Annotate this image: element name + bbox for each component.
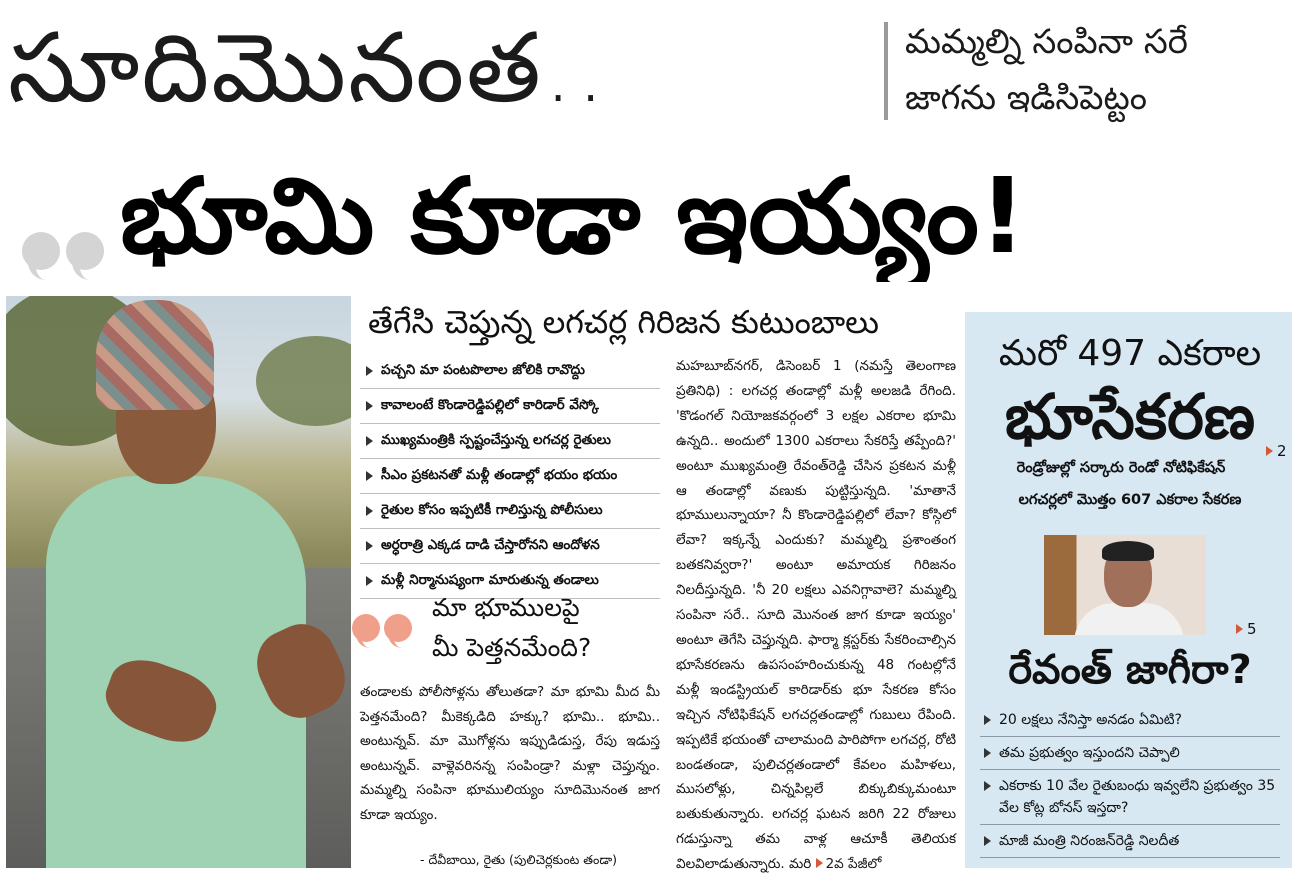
pointer-icon (1266, 446, 1273, 456)
quote-marks-icon (22, 232, 112, 282)
pointer-icon (366, 401, 373, 411)
pointer-icon (1236, 624, 1243, 634)
quote-story (360, 680, 660, 827)
side-quote-line-2: జాగను ఇడిసిపెట్టం (905, 78, 1147, 118)
pointer-icon (984, 836, 991, 846)
subheadline: తేగేసి చెప్తున్న లగచర్ల గిరిజన కుటుంబాలు (368, 303, 879, 341)
page-ref-5[interactable]: 5 (1236, 620, 1257, 638)
pointer-icon (984, 781, 991, 791)
list-item: మళ్లీ నిర్మానుష్యంగా మారుతున్న తండాలు (360, 564, 660, 599)
bullet-list (360, 354, 660, 599)
vertical-divider (884, 22, 888, 120)
quote-attribution: - దేవీబాయి, రైతు (పులిచెర్లకుంట తండా) (420, 852, 617, 867)
list-item: అర్ధరాత్రి ఎక్కడ దాడి చేస్తారోనని ఆందోళన (360, 529, 660, 564)
main-story-text: మహబూబ్‌నగర్, డిసెంబర్ 1 (నమస్తే తెలంగాణ ప్రతినిధి) : లగచర్ల తండాల్లో మళ్లీ అలజడి రేగింది. 'కొడంగల్ నియోజకవర్గంలో 3 లక్షల ఎకరాల భూమి ఉన్నది.. అందులో 1300 ఎకరాలు సేకరిస్తే తప్పేంది?' అంటూ ముఖ్యమంత్రి రేవంత్‌రెడ్డి చేసిన ప్రకటన మళ్లీ ఆ తండాల్లో వణుకు పుట్టిస్తున్నది. 'మాతానే భూములున్నాయా? నీ కొండారెడ్డిపల్లిలో లేవా? కోస్గిలో లేవా? ఇక్కన్నే ఎందుకు? మమ్మల్ని ప్రశాంతంగ బతకనివ్వరా?' అంటూ అమాయక గిరిజనం నిలదీస్తున్నది. 'నీ 20 లక్షలు ఎవనిగ్గావాలె? మమ్మల్ని సంపినా సరే.. సూది మొనంత జాగ కూడా ఇయ్యం' అంటూ తెగేసి చెప్తున్నది. ఫార్మా క్లస్టర్‌కు సేకరించాల్సిన భూసేకరణను ఉపసంహరించుకున్న 48 గంటల్లోనే మళ్లీ ఇండస్ట్రియల్ కారిడార్‌కు భూ సేకరణ కోసం ఇచ్చిన నోటిఫికేషన్ లగచర్లతండాల్లో గుబులు రేపింది. ఇప్పటికే భయంతో చాలామంది పారిపోగా లగచర్ల, రోటి బండతండా, పులిచర్లతండాలో కేవలం మహిళలు, ముసలోళ్లు, చిన్నపిల్లలే బిక్కుబిక్కుమంటూ బతుకుతున్నారు. లగచర్ల ఘటన జరిగి 22 రోజులు గడుస్తున్నా తమ వాళ్ల ఆచూకీ తెలియక విలవిలాడుతున్నారు. మరి (676, 358, 956, 873)
list-item: కావాలంటే కొండారెడ్డిపల్లిలో కారిడార్ వేస్కో (360, 389, 660, 424)
continued-link[interactable] (816, 856, 882, 872)
panel-title-line-1: మరో 497 ఎకరాల (998, 333, 1262, 374)
pointer-icon (366, 506, 373, 516)
pointer-icon (366, 471, 373, 481)
side-quote-line-1: మమ్మల్ని సంపినా సరే (905, 22, 1188, 62)
list-item: రైతుల కోసం ఇప్పటికీ గాలిస్తున్న పోలీసులు (360, 494, 660, 529)
list-item: మాజీ మంత్రి నిరంజన్‌రెడ్డి నిలదీత (980, 825, 1280, 858)
list-item: పచ్చని మా పంటపొలాల జోలికి రావొద్దు (360, 354, 660, 389)
quote-story-text: తండాలకు పోలీసోళ్లను తోలుతడా? మా భూమి మీద మీ పెత్తనమేంది? మీకెక్కడిది హక్కు? భూమి.. భూమి.. అంటున్నవ్. మా మొగోళ్లను ఇప్పుడిడుస్త, రేపు ఇడుస్త అంటున్నవ్. వాళ్లెవరినన్న సంపిండ్రా? మళ్లా చెప్తున్నం. మమ్మల్ని సంపినా భూములియ్యం సూదిమొనంత జాగ కూడా ఇయ్యం. (360, 684, 660, 823)
pointer-icon (366, 366, 373, 376)
continued-label: 2వ పేజీలో (825, 856, 882, 873)
politician-photo (1044, 535, 1206, 635)
panel-line-2: లగచర్లలో మొత్తం 607 ఎకరాల సేకరణ (1018, 492, 1242, 508)
farmer-photo (6, 296, 351, 868)
list-item: ఎకరాకు 10 వేల రైతుబంధు ఇవ్వలేని ప్రభుత్వం 35 వేల కోట్ల బోనస్ ఇస్తదా? (980, 770, 1280, 825)
panel-line-1: రెండ్రోజుల్లో సర్కారు రెండో నోటిఫికేషన్ (1016, 460, 1226, 476)
list-item: తమ ప్రభుత్వం ఇస్తుందని చెప్పాలి (980, 737, 1280, 770)
panel-title-line-2: భూసేకరణ (1004, 380, 1256, 453)
page-ref-2[interactable]: 2 (1266, 442, 1287, 460)
list-item: ముఖ్యమంత్రికి స్పష్టంచేస్తున్న లగచర్ల రైతులు (360, 424, 660, 459)
pull-quote-line-2: మీ పెత్తనమేంది? (432, 633, 592, 662)
pointer-icon (366, 576, 373, 586)
pull-quote-line-1: మా భూములపై (432, 593, 580, 622)
list-item: సీఎం ప్రకటనతో మళ్లీ తండాల్లో భయం భయం (360, 459, 660, 494)
pointer-icon (816, 858, 823, 868)
pull-quote-icon (352, 608, 422, 652)
pointer-icon (366, 436, 373, 446)
main-story (676, 354, 956, 877)
pull-quote (432, 588, 660, 668)
pointer-icon (984, 715, 991, 725)
list-item: 20 లక్షలు నేనిస్తా అనడం ఏమిటి? (980, 704, 1280, 737)
pointer-icon (984, 748, 991, 758)
panel-headline: రేవంత్ జాగీరా? (1008, 647, 1252, 693)
panel-bullet-list (980, 704, 1280, 858)
side-quote (905, 14, 1290, 126)
kicker-headline: సూదిమొనంత.. (8, 12, 608, 124)
pointer-icon (366, 541, 373, 551)
main-headline: భూమి కూడా ఇయ్యం! (120, 155, 1027, 277)
